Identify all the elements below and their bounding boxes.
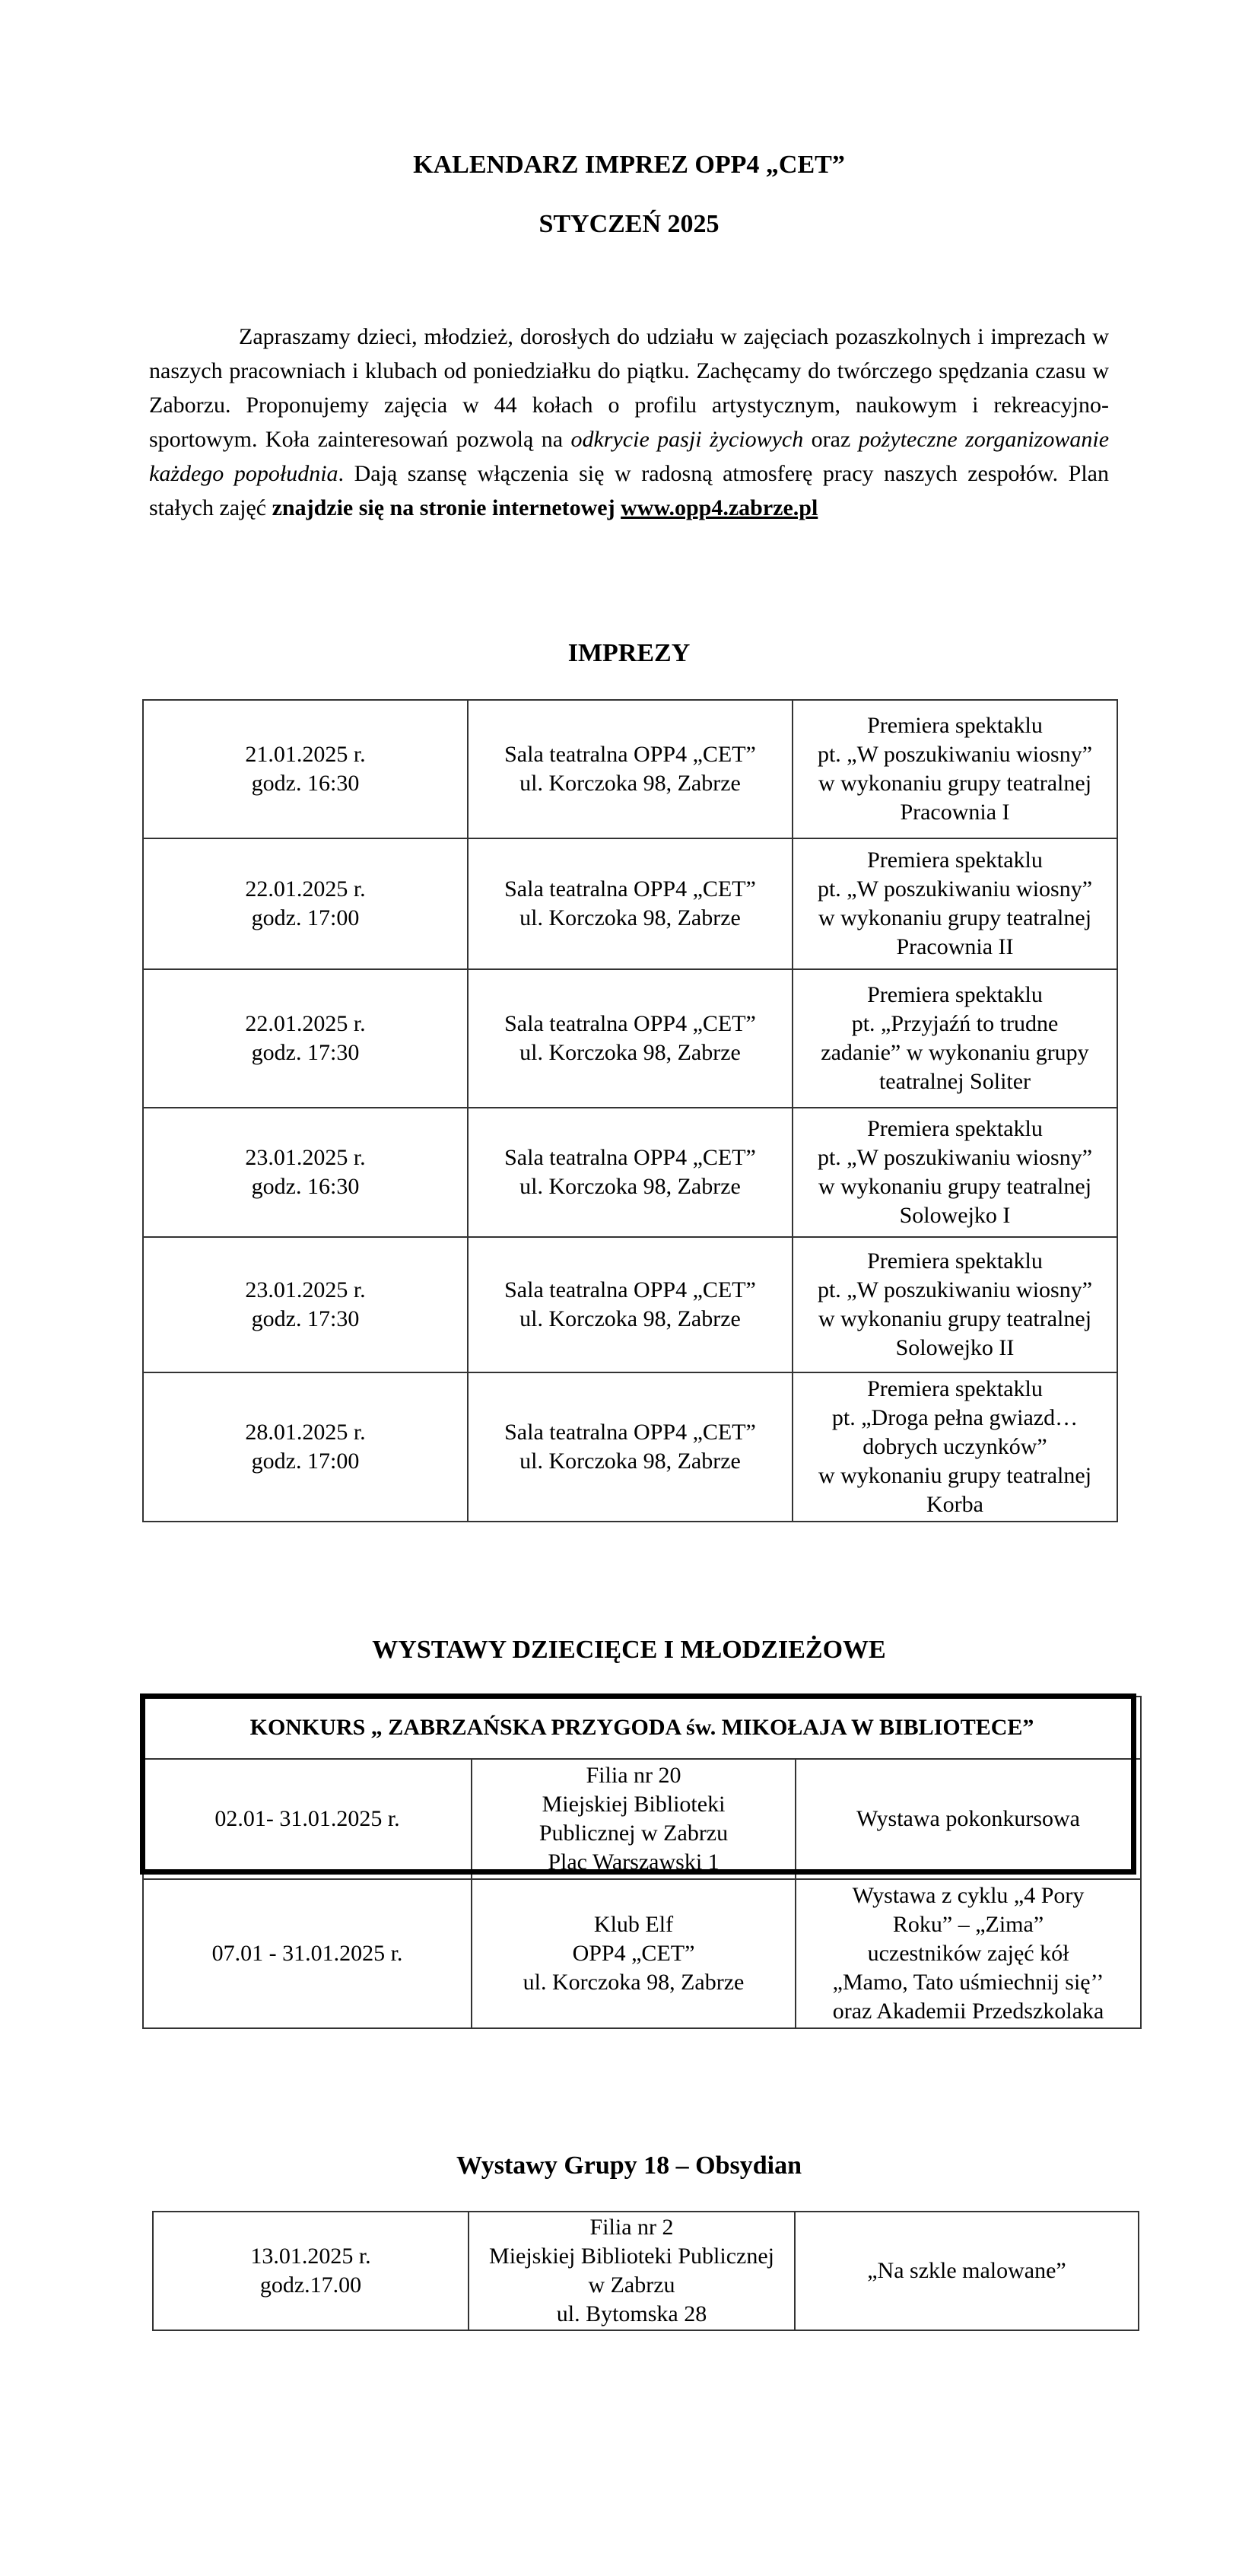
- intro-space: [615, 495, 621, 520]
- website-link[interactable]: www.opp4.zabrze.pl: [621, 495, 818, 520]
- event-place-address: ul. Korczoka 98, Zabrze: [519, 1040, 741, 1065]
- intro-emphasis-1: odkrycie pasji życiowych: [570, 427, 804, 452]
- event-time: godz. 17:00: [251, 905, 360, 930]
- event-place-cell: [468, 700, 793, 838]
- event-desc-line: pt. „Przyjaźń to trudne: [851, 1011, 1059, 1036]
- table-row: [143, 1237, 1117, 1372]
- event-desc-line: w wykonaniu grupy teatralnej: [818, 771, 1092, 796]
- event-date-cell: [143, 1372, 468, 1522]
- event-desc-cell: [793, 700, 1117, 838]
- table-row: [143, 1759, 1141, 1879]
- event-place-name: Sala teatralna OPP4 „CET”: [504, 1277, 756, 1302]
- event-desc-line: Premiera spektaklu: [867, 1248, 1043, 1274]
- events-heading: IMPREZY: [567, 639, 691, 667]
- event-desc-line: pt. „W poszukiwaniu wiosny”: [817, 1277, 1093, 1302]
- event-place-cell: [468, 1237, 793, 1372]
- intro-text-2: oraz: [803, 427, 859, 452]
- events-table: [142, 699, 1118, 1522]
- intro-text-1: Zapraszamy dzieci, młodzież, dorosłych do udziału w zajęciach pozaszkolnych i imprezach w naszych pracowniach i klubach od poniedziałku do piątku. Zachęcamy do twórczego spędzania czasu w Zaborzu. Proponujemy zajęcia w 44 kołach o profilu artystycznym, naukowym i rekreacyjno-sportowym. Koła zainteresowań pozwolą na: [149, 324, 1109, 452]
- event-date-cell: [143, 838, 468, 969]
- event-place-name: Sala teatralna OPP4 „CET”: [504, 742, 756, 767]
- event-desc-line: Premiera spektaklu: [867, 848, 1043, 873]
- event-desc-line: Premiera spektaklu: [867, 1376, 1043, 1401]
- konkurs-title: KONKURS „ ZABRZAŃSKA PRZYGODA św. MIKOŁAJA W BIBLIOTECE”: [143, 1697, 1141, 1759]
- event-place-name: Sala teatralna OPP4 „CET”: [504, 1420, 756, 1445]
- event-desc-line: pt. „Droga pełna gwiazd…: [831, 1405, 1079, 1430]
- intro-text-3: . Dają szansę włączenia się w radosną atmosferę pracy naszych zespołów. Plan stałych zajęć: [149, 461, 1109, 520]
- exhibit-place-line: Publicznej w Zabrzu: [538, 1821, 729, 1846]
- exhibit-date: 02.01- 31.01.2025 r.: [214, 1806, 400, 1831]
- exhibit-place-cell: [472, 1759, 796, 1879]
- exhibit-desc-line: Roku” – „Zima”: [892, 1912, 1044, 1937]
- event-desc-line: Premiera spektaklu: [867, 713, 1043, 738]
- page-subtitle: STYCZEŃ 2025: [538, 210, 720, 238]
- exhibit-place-cell: [472, 1879, 796, 2028]
- obsydian-place-line: w Zabrzu: [588, 2272, 675, 2298]
- event-date: 21.01.2025 r.: [245, 742, 366, 767]
- table-row: [143, 838, 1117, 969]
- event-place-address: ul. Korczoka 98, Zabrze: [519, 1174, 741, 1199]
- event-time: godz. 16:30: [251, 1174, 360, 1199]
- exhibit-desc-line: „Mamo, Tato uśmiechnij się’’: [832, 1970, 1104, 1995]
- exhibit-desc-cell: [796, 1759, 1141, 1879]
- event-desc-line: Pracownia I: [900, 800, 1010, 825]
- obsydian-heading: Wystawy Grupy 18 – Obsydian: [456, 2151, 802, 2180]
- table-row: [143, 1108, 1117, 1237]
- exhibit-date-cell: [143, 1759, 472, 1879]
- event-place-address: ul. Korczoka 98, Zabrze: [519, 905, 741, 930]
- event-desc-line: teatralnej Soliter: [878, 1069, 1031, 1094]
- exhibit-desc-line: Wystawa z cyklu „4 Pory: [852, 1883, 1085, 1908]
- event-desc-line: zadanie” w wykonaniu grupy: [821, 1040, 1089, 1065]
- exhibit-place-line: Plac Warszawski 1: [548, 1849, 720, 1875]
- event-place-address: ul. Korczoka 98, Zabrze: [519, 771, 741, 796]
- event-desc-cell: [793, 1237, 1117, 1372]
- event-desc-line: dobrych uczynków”: [862, 1434, 1047, 1459]
- obsydian-date: 13.01.2025 r.: [250, 2244, 371, 2269]
- event-place-name: Sala teatralna OPP4 „CET”: [504, 876, 756, 902]
- event-place-cell: [468, 1108, 793, 1237]
- obsydian-desc-cell: [795, 2212, 1139, 2330]
- event-desc-line: pt. „W poszukiwaniu wiosny”: [817, 1145, 1093, 1170]
- intro-emphasis-2: pożyteczne zorganizowanie każdego popołudnia: [149, 427, 1110, 486]
- event-desc-line: Pracownia II: [896, 934, 1014, 959]
- obsydian-place-line: ul. Bytomska 28: [556, 2301, 707, 2326]
- obsydian-table: [152, 2211, 1139, 2331]
- table-row: [143, 969, 1117, 1108]
- event-desc-cell: [793, 1108, 1117, 1237]
- event-place-cell: [468, 1372, 793, 1522]
- event-desc-line: Solowejko II: [895, 1335, 1015, 1360]
- event-date-cell: [143, 700, 468, 838]
- intro-paragraph: [149, 320, 1109, 525]
- event-place-name: Sala teatralna OPP4 „CET”: [504, 1145, 756, 1170]
- exhibit-desc-cell: [796, 1879, 1141, 2028]
- event-desc-line: Solowejko I: [899, 1203, 1011, 1228]
- event-desc-line: Korba: [926, 1492, 983, 1517]
- event-place-name: Sala teatralna OPP4 „CET”: [504, 1011, 756, 1036]
- event-date-cell: [143, 969, 468, 1108]
- exhibit-place-line: OPP4 „CET”: [572, 1941, 695, 1966]
- exhibit-place-line: Filia nr 20: [586, 1763, 681, 1788]
- obsydian-place-cell: [469, 2212, 795, 2330]
- event-desc-line: w wykonaniu grupy teatralnej: [818, 1306, 1092, 1331]
- event-desc-line: w wykonaniu grupy teatralnej: [818, 1174, 1092, 1199]
- event-date: 23.01.2025 r.: [245, 1145, 366, 1170]
- exhibit-date-cell: [143, 1879, 472, 2028]
- event-time: godz. 17:00: [251, 1449, 360, 1474]
- event-place-address: ul. Korczoka 98, Zabrze: [519, 1306, 741, 1331]
- event-place-cell: [468, 838, 793, 969]
- event-time: godz. 16:30: [251, 771, 360, 796]
- event-date: 22.01.2025 r.: [245, 876, 366, 902]
- exhibit-place-line: Klub Elf: [593, 1912, 674, 1937]
- event-place-cell: [468, 969, 793, 1108]
- event-date: 23.01.2025 r.: [245, 1277, 366, 1302]
- obsydian-desc: „Na szkle malowane”: [867, 2258, 1066, 2283]
- event-time: godz. 17:30: [251, 1306, 360, 1331]
- table-row: [143, 1372, 1117, 1522]
- event-date: 22.01.2025 r.: [245, 1011, 366, 1036]
- event-desc-line: Premiera spektaklu: [867, 982, 1043, 1007]
- event-desc-line: Premiera spektaklu: [867, 1116, 1043, 1141]
- event-desc-line: pt. „W poszukiwaniu wiosny”: [817, 876, 1093, 902]
- event-desc-cell: [793, 1372, 1117, 1522]
- table-row: [153, 2212, 1139, 2330]
- table-row: [143, 1879, 1141, 2028]
- event-desc-line: w wykonaniu grupy teatralnej: [818, 905, 1092, 930]
- obsydian-place-line: Miejskiej Biblioteki Publicznej: [489, 2244, 774, 2269]
- exhibits-table: [142, 1696, 1142, 2029]
- event-time: godz. 17:30: [251, 1040, 360, 1065]
- event-desc-cell: [793, 969, 1117, 1108]
- exhibit-place-line: Miejskiej Biblioteki: [542, 1792, 726, 1817]
- event-desc-line: pt. „W poszukiwaniu wiosny”: [817, 742, 1093, 767]
- exhibit-desc-line: uczestników zajęć kół: [867, 1941, 1069, 1966]
- exhibit-date: 07.01 - 31.01.2025 r.: [211, 1941, 403, 1966]
- exhibits-heading: WYSTAWY DZIECIĘCE I MŁODZIEŻOWE: [372, 1636, 886, 1664]
- event-date: 28.01.2025 r.: [245, 1420, 366, 1445]
- obsydian-time: godz.17.00: [259, 2272, 362, 2298]
- event-place-address: ul. Korczoka 98, Zabrze: [519, 1449, 741, 1474]
- event-desc-line: w wykonaniu grupy teatralnej: [818, 1463, 1092, 1488]
- obsydian-date-cell: [153, 2212, 469, 2330]
- obsydian-place-line: Filia nr 2: [589, 2215, 674, 2240]
- event-date-cell: [143, 1237, 468, 1372]
- table-row: [143, 700, 1117, 838]
- exhibit-desc-line: oraz Akademii Przedszkolaka: [832, 1999, 1104, 2024]
- event-date-cell: [143, 1108, 468, 1237]
- exhibit-desc-line: Wystawa pokonkursowa: [856, 1806, 1080, 1831]
- intro-bold: znajdzie się na stronie internetowej: [272, 495, 615, 520]
- page-title: KALENDARZ IMPREZ OPP4 „CET”: [413, 151, 845, 179]
- exhibit-place-line: ul. Korczoka 98, Zabrze: [523, 1970, 745, 1995]
- event-desc-cell: [793, 838, 1117, 969]
